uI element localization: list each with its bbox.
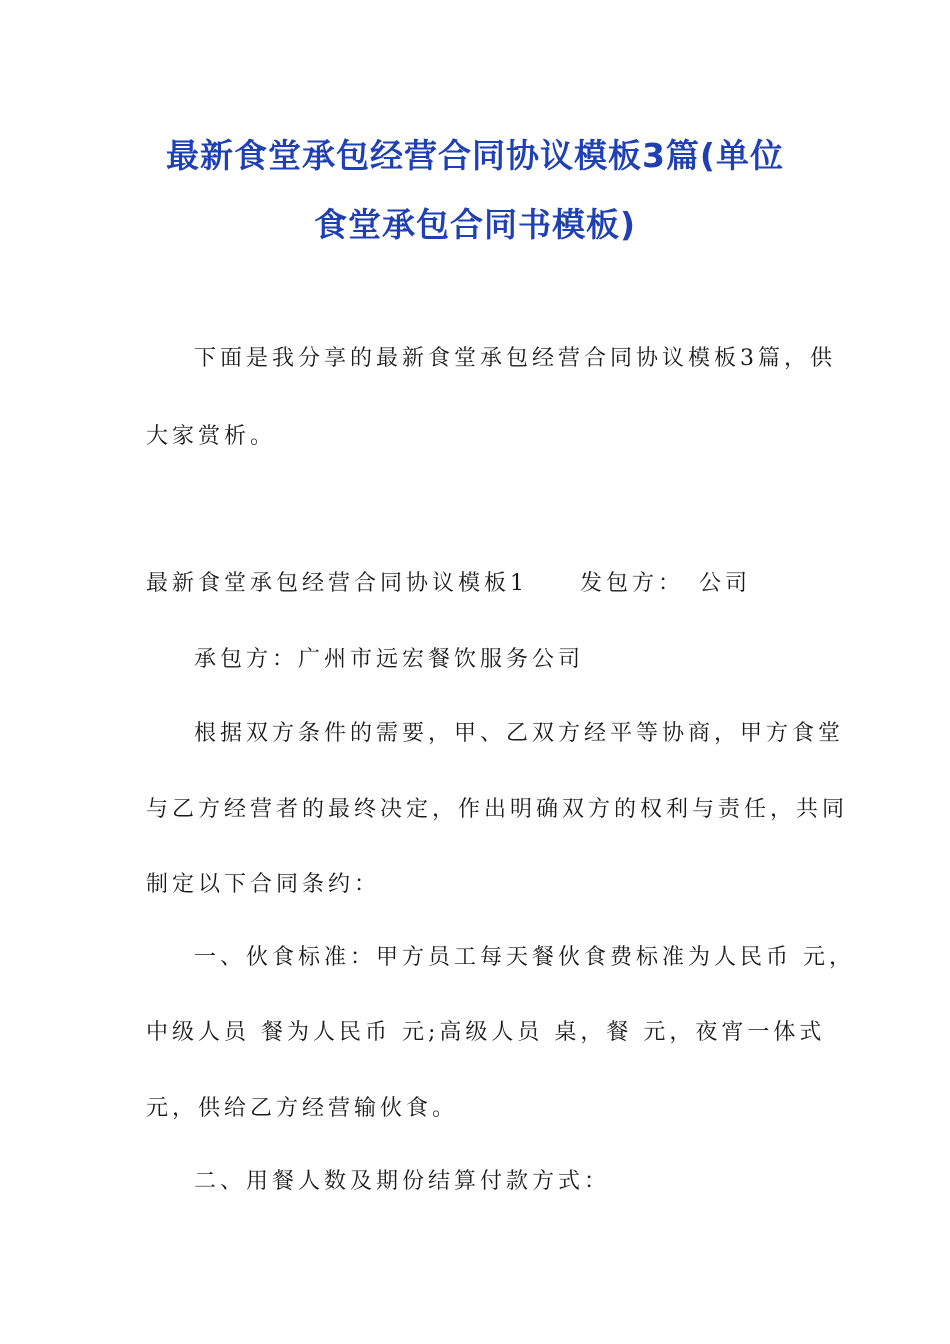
clause-1-line-3: 元，供给乙方经营输伙食。 bbox=[146, 1096, 459, 1121]
clause-1-line-1: 一、伙食标准：甲方员工每天餐伙食费标准为人民币 元， bbox=[194, 945, 855, 970]
contractor-line: 承包方：广州市远宏餐饮服务公司 bbox=[194, 647, 585, 672]
clause-2-heading: 二、用餐人数及期份结算付款方式： bbox=[194, 1169, 611, 1194]
preamble-line-1: 根据双方条件的需要，甲、乙双方经平等协商，甲方食堂 bbox=[194, 721, 845, 746]
clause-1-line-2: 中级人员 餐为人民币 元;高级人员 桌，餐 元，夜宵一体式 bbox=[146, 1020, 826, 1045]
preamble-line-3: 制定以下合同条约： bbox=[146, 872, 381, 897]
contract-heading: 最新食堂承包经营合同协议模板1 发包方： 公司 bbox=[146, 571, 751, 596]
document-title-line-1: 最新食堂承包经营合同协议模板3篇(单位 bbox=[165, 136, 785, 175]
document-title-line-2: 食堂承包合同书模板) bbox=[313, 205, 637, 244]
intro-paragraph-line-1: 下面是我分享的最新食堂承包经营合同协议模板3篇，供 bbox=[194, 346, 836, 371]
intro-paragraph-line-2: 大家赏析。 bbox=[146, 424, 277, 449]
preamble-line-2: 与乙方经营者的最终决定，作出明确双方的权利与责任，共同 bbox=[146, 797, 849, 822]
